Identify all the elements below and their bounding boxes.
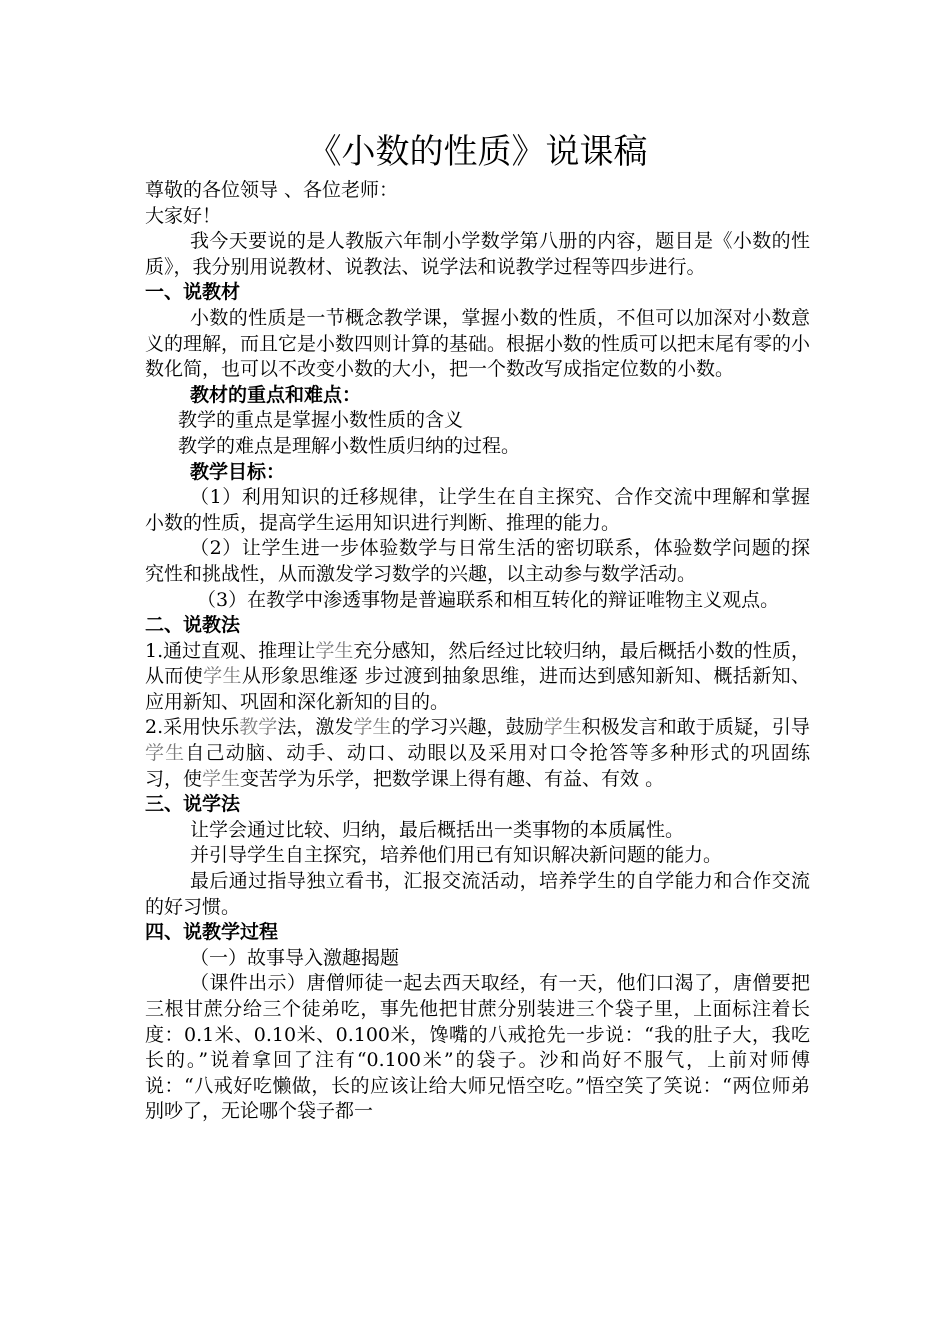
paragraph: 教学的难点是理解小数性质归纳的过程。 bbox=[178, 434, 521, 457]
goal-item: （3）在教学中渗透事物是普遍联系和相互转化的辩证唯物主义观点。 bbox=[197, 588, 780, 611]
greeting-line: 尊敬的各位领导 、各位老师： bbox=[145, 179, 399, 201]
intro-paragraph: 我今天要说的是人教版六年制小学数学第八册的内容，题目是《小数的性质》，我分别用说教材、说教法、说学法和说教学过程等四步进行。 bbox=[145, 230, 810, 278]
text-run: 学生 bbox=[145, 742, 186, 765]
paragraph: 让学会通过比较、归纳，最后概括出一类事物的本质属性。 bbox=[190, 818, 685, 841]
paragraph: 小数的性质是一节概念教学课，掌握小数的性质，不但可以加深对小数意义的理解，而且它是小数四则计算的基础。根据小数的性质可以把末尾有零的小数化简，也可以不改变小数的大小，把一个数改写成指定位数的小数。 bbox=[145, 306, 811, 381]
paragraph: 教学的重点是掌握小数性质的含义 bbox=[178, 409, 464, 432]
text-run: 从形象思维逐 步过渡到抽象思维，进而达到感知新知、概括新知、应用新知、巩固和深化新知的目的。 bbox=[145, 665, 810, 713]
text-run: 教学 bbox=[239, 716, 278, 739]
section-heading-process: 四、说教学过程 bbox=[145, 921, 279, 944]
text-run: 1.通过直观、推理让 bbox=[145, 639, 316, 662]
text-run: 积极发言和敢于质疑，引导 bbox=[581, 716, 810, 739]
section-heading-textbook: 一、说教材 bbox=[145, 281, 241, 304]
paragraph: 最后通过指导独立看书，汇报交流活动，培养学生的自学能力和合作交流的好习惯。 bbox=[145, 870, 810, 918]
text-run: 法，激发 bbox=[277, 716, 354, 739]
greeting-line: 大家好！ bbox=[145, 204, 222, 227]
text-run: 自己动脑、动手、动口、动眼以及采用对口令抢答等多种形式的巩固练习，使 bbox=[145, 742, 810, 790]
text-run: 变苦学为乐学，把数学课上得有趣、有益、有效 。 bbox=[240, 767, 665, 790]
document-page bbox=[145, 128, 810, 1125]
text-run: 学生 bbox=[203, 665, 242, 688]
goal-item: （1）利用知识的迁移规律，让学生在自主探究、合作交流中理解和掌握小数的性质，提高学生运用知识进行判断、推理的能力。 bbox=[145, 486, 810, 534]
paragraph: 并引导学生自主探究，培养他们用已有知识解决新问题的能力。 bbox=[190, 844, 723, 867]
text-run: 充分感知，然后经过比较归纳，最后概括小数的性质，从而使 bbox=[145, 639, 810, 688]
text-run: 2.采用快乐 bbox=[145, 716, 240, 739]
text-run: 学生 bbox=[202, 767, 241, 790]
text-run: 的学习兴趣，鼓励 bbox=[391, 716, 544, 739]
page-title: 《小数的性质》说课稿 bbox=[307, 132, 648, 172]
text-run: 学生 bbox=[543, 716, 582, 739]
paragraph bbox=[145, 639, 810, 716]
goal-item: （2）让学生进一步体验数学与日常生活的密切联系，体验数学问题的探究性和挑战性，从而激发学习数学的兴趣，以主动参与数学活动。 bbox=[145, 537, 810, 585]
subheading-story: （一）故事导入激趣揭题 bbox=[190, 946, 400, 969]
section-heading-method: 二、说教法 bbox=[145, 614, 241, 637]
paragraph: （课件出示）唐僧师徒一起去西天取经，有一天，他们口渴了，唐僧要把三根甘蔗分给三个徒弟吃，事先他把甘蔗分别装进三个袋子里，上面标注着长度：0.1米、0.10米、0.100米，馋嘴的八戒抢先一步说：“我的肚子大，我吃长的。”说着拿回了注有“0.100米”的袋子。沙和尚好不服气，上前对师傅说：“八戒好吃懒做，长的应该让给大师兄悟空吃。”悟空笑了笑说：“两位师弟别吵了，无论哪个袋子都一 bbox=[145, 972, 810, 1123]
text-run: 学生 bbox=[353, 716, 392, 739]
section-heading-learning: 三、说学法 bbox=[145, 793, 241, 816]
subheading-goals: 教学目标： bbox=[190, 460, 286, 483]
text-run: 学生 bbox=[315, 639, 354, 662]
subheading-keypoints: 教材的重点和难点： bbox=[190, 383, 362, 406]
paragraph bbox=[145, 715, 810, 792]
